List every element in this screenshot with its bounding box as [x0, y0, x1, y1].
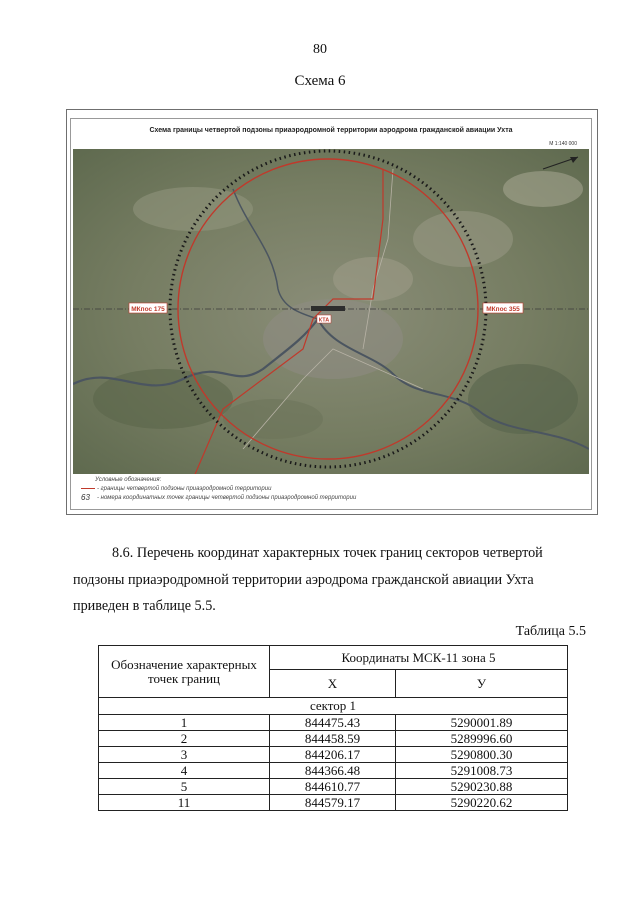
legend-row-boundary [81, 484, 591, 493]
coordinates-table [98, 645, 568, 811]
runway [311, 306, 345, 311]
legend-line-swatch [81, 488, 95, 489]
sector-label: сектор 1 [99, 698, 568, 715]
map-header: Схема границы четвертой подзоны приаэродромной территории аэродрома гражданской авиации Ухта [149, 127, 513, 134]
coord-x: 844475.43 [270, 715, 396, 731]
coord-x: 844610.77 [270, 779, 396, 795]
map-legend [81, 477, 591, 502]
left-runway-label: МКпос 175 [131, 306, 165, 313]
map-scale: М 1:140 000 [549, 141, 577, 147]
point-id: 3 [99, 747, 270, 763]
table-row [99, 779, 568, 795]
coord-y: 5290001.89 [396, 715, 568, 731]
paragraph-line: подзоны приаэродромной территории аэродрома гражданской авиации Ухта [73, 571, 534, 588]
airport-label: КТА [318, 317, 330, 324]
map-figure [66, 109, 598, 515]
header-coordinates: Координаты МСК-11 зона 5 [270, 646, 568, 670]
page-number: 80 [313, 42, 327, 57]
legend-point-text: - номера координатных точек границы четвертой подзоны приаэродромной территории [97, 494, 357, 501]
scheme-title: Схема 6 [294, 73, 346, 89]
coord-y: 5291008.73 [396, 763, 568, 779]
point-id: 5 [99, 779, 270, 795]
legend-title: Условные обозначения: [95, 477, 162, 483]
legend-line-text: - границы четвертой подзоны приаэродромной территории [97, 485, 272, 492]
map-sheet [70, 118, 592, 510]
point-id: 1 [99, 715, 270, 731]
legend-point-number: 63 [81, 493, 90, 502]
coord-y: 5290800.30 [396, 747, 568, 763]
header-x: Х [270, 670, 396, 698]
legend-row-points [81, 493, 591, 502]
body-paragraph [73, 540, 588, 620]
satellite-map [73, 149, 589, 474]
coord-y: 5290220.62 [396, 795, 568, 811]
table-row [99, 731, 568, 747]
coord-y: 5289996.60 [396, 731, 568, 747]
table-caption: Таблица 5.5 [515, 624, 586, 639]
header-y: У [396, 670, 568, 698]
paragraph-line: 8.6. Перечень координат характерных точек границ секторов четвертой [112, 545, 543, 561]
paragraph-line: приведен в таблице 5.5. [73, 598, 216, 614]
table-row [99, 747, 568, 763]
coord-x: 844366.48 [270, 763, 396, 779]
table-row [99, 763, 568, 779]
table-row [99, 795, 568, 811]
coord-x: 844206.17 [270, 747, 396, 763]
coord-x: 844579.17 [270, 795, 396, 811]
right-runway-label: МКпос 355 [486, 306, 520, 313]
coord-x: 844458.59 [270, 731, 396, 747]
coord-y: 5290230.88 [396, 779, 568, 795]
table-row [99, 715, 568, 731]
point-id: 2 [99, 731, 270, 747]
point-id: 4 [99, 763, 270, 779]
header-designation: Обозначение характерных точек границ [99, 646, 270, 698]
point-id: 11 [99, 795, 270, 811]
